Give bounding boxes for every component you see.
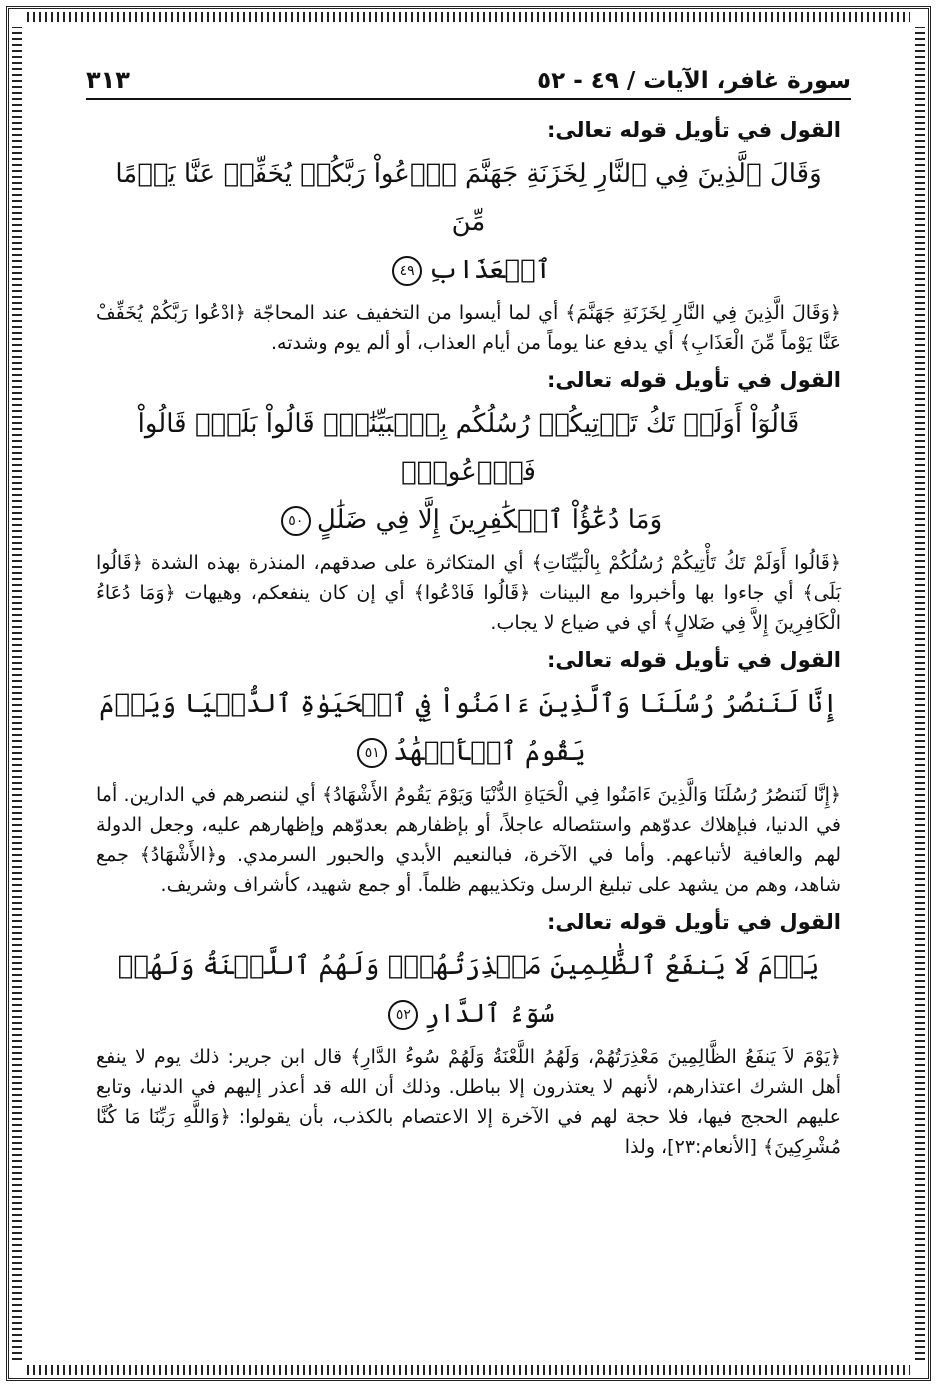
border-ornament-top xyxy=(27,12,910,22)
page-body xyxy=(96,118,841,1172)
verse-line-end xyxy=(96,680,841,776)
section-ayah-49 xyxy=(96,118,841,358)
section-ayah-50 xyxy=(96,368,841,638)
border-ornament-bottom xyxy=(27,1365,910,1375)
verse-line-end xyxy=(96,246,841,294)
section-heading: القول في تأويل قوله تعالى: xyxy=(547,648,841,672)
commentary-paragraph: ﴿وَقَالَ الَّذِينَ فِي النَّارِ لِخَزَنَةِ جَهَنَّمَ﴾ أي لما أيسوا من التخفيف عند المحاجّة ﴿ادْعُوا رَبَّكُمْ يُخَفِّفْ عَنَّا يَوْماً مِّنَ الْعَذَابِ﴾ أي يدفع عنا يوماً من أيام العذاب، أو ألم يوم وشدته. xyxy=(96,302,841,354)
commentary-paragraph: ﴿قَالُوا أَوَلَمْ تَكُ تَأْتِيكُمْ رُسُلُكُمْ بِالْبَيِّنَاتِ﴾ أي المتكاثرة على صدقهم، المنذرة بهذه الشدة ﴿قَالُوا بَلَى﴾ أي جاءوا بها وأخبروا مع البينات ﴿قَالُوا فَادْعُوا﴾ أي إن كان ينفعكم، وهيهات ﴿وَمَا دُعَاءُ الْكَافِرِينَ إِلاَّ فِي ضَلالٍ﴾ أي في ضياع لا يجاب. xyxy=(96,552,841,634)
ayah-number-marker: ٥١ xyxy=(357,738,387,768)
verse-line: وَمَا دُعَٰٓؤُاْ ٱلۡكَٰفِرِينَ إِلَّا فِي ضَلَٰلٍ xyxy=(316,505,663,535)
quran-verse xyxy=(96,400,841,544)
verse-line-end xyxy=(96,496,841,544)
quran-verse xyxy=(96,680,841,776)
commentary-paragraph: ﴿إِنَّا لَنَنصُرُ رُسُلَنَا وَالَّذِينَ ءَامَنُوا فِي الْحَيَاةِ الدُّنْيَا وَيَوْمَ يَقُومُ الأَشْهَادُ﴾ أي لننصرهم في الدارين. أما في الدنيا، فبإهلاك عدوّهم واستئصاله عاجلاً، أو بإظفارهم بعدوّهم وإظهارهم عليه، وجعل الدولة لهم والعافية لأتباعهم. وأما في الآخرة، فبالنعيم الأبدي والحبور السرمدي. و﴿الأَشْهَادُ﴾ جمع شاهد، وهم من يشهد على تبليغ الرسل وتكذيبهم ظلماً. أو جمع شهيد، كأشراف وشريف. xyxy=(96,784,841,896)
section-ayah-51 xyxy=(96,648,841,900)
verse-line: يَوۡمَ لَا يَنفَعُ ٱلظَّٰلِمِينَ مَعۡذِرَتُهُمۡۖ وَلَهُمُ ٱللَّعۡنَةُ وَلَهُمۡ سُوٓءُ ٱلدَّارِ xyxy=(117,951,820,1029)
verse-line: ٱلۡعَذَابِ xyxy=(428,255,551,285)
ayah-number-marker: ٥٠ xyxy=(281,506,311,536)
section-ayah-52 xyxy=(96,910,841,1162)
border-ornament-left xyxy=(12,27,22,1360)
verse-line: إِنَّا لَنَنصُرُ رُسُلَنَا وَٱلَّذِينَ ءَامَنُواْ فِي ٱلۡحَيَوٰةِ ٱلدُّنۡيَا وَيَوۡمَ يَقُومُ ٱلۡأَشۡهَٰدُ xyxy=(99,689,838,767)
border-ornament-right xyxy=(915,27,925,1360)
section-heading: القول في تأويل قوله تعالى: xyxy=(547,910,841,934)
ayah-number-marker: ٤٩ xyxy=(392,256,422,286)
ayah-number-marker: ٥٢ xyxy=(388,1000,418,1030)
section-heading: القول في تأويل قوله تعالى: xyxy=(547,368,841,392)
page-header xyxy=(86,58,851,100)
quran-verse xyxy=(96,942,841,1038)
verse-line-end xyxy=(96,942,841,1038)
commentary-paragraph: ﴿يَوْمَ لاَ يَنفَعُ الظَّالِمِينَ مَعْذِرَتُهُمْ، وَلَهُمُ اللَّعْنَةُ وَلَهُمْ سُوءُ الدَّارِ﴾ قال ابن جرير: ذلك يوم لا ينفع أهل الشرك اعتذارهم، لأنهم لا يعتذرون إلا بباطل. وذلك أن الله قد أعذر إليهم في الدنيا، وتابع عليهم الحجج فيها، فلا حجة لهم في الآخرة إلا الاعتصام بالكذب، بأن يقولوا: ﴿وَاللَّهِ رَبِّنَا مَا كُنَّا مُشْرِكِينَ﴾ [الأنعام:٢٣]، ولذا xyxy=(96,1046,841,1158)
section-heading: القول في تأويل قوله تعالى: xyxy=(547,118,841,142)
running-title: سورة غافر، الآيات / ٤٩ - ٥٢ xyxy=(537,68,851,94)
verse-line: وَقَالَ ٱلَّذِينَ فِي ٱلنَّارِ لِخَزَنَةِ جَهَنَّمَ ٱدۡعُواْ رَبَّكُمۡ يُخَفِّفۡ عَنَّا يَوۡمًا مِّنَ xyxy=(115,159,822,237)
verse-line: قَالُوٓاْ أَوَلَمۡ تَكُ تَأۡتِيكُمۡ رُسُلُكُم بِٱلۡبَيِّنَٰتِۖ قَالُواْ بَلَىٰۚ قَالُواْ فَٱدۡعُواْۗ xyxy=(137,409,800,487)
quran-verse xyxy=(96,150,841,294)
page-number: ٣١٣ xyxy=(86,66,130,94)
